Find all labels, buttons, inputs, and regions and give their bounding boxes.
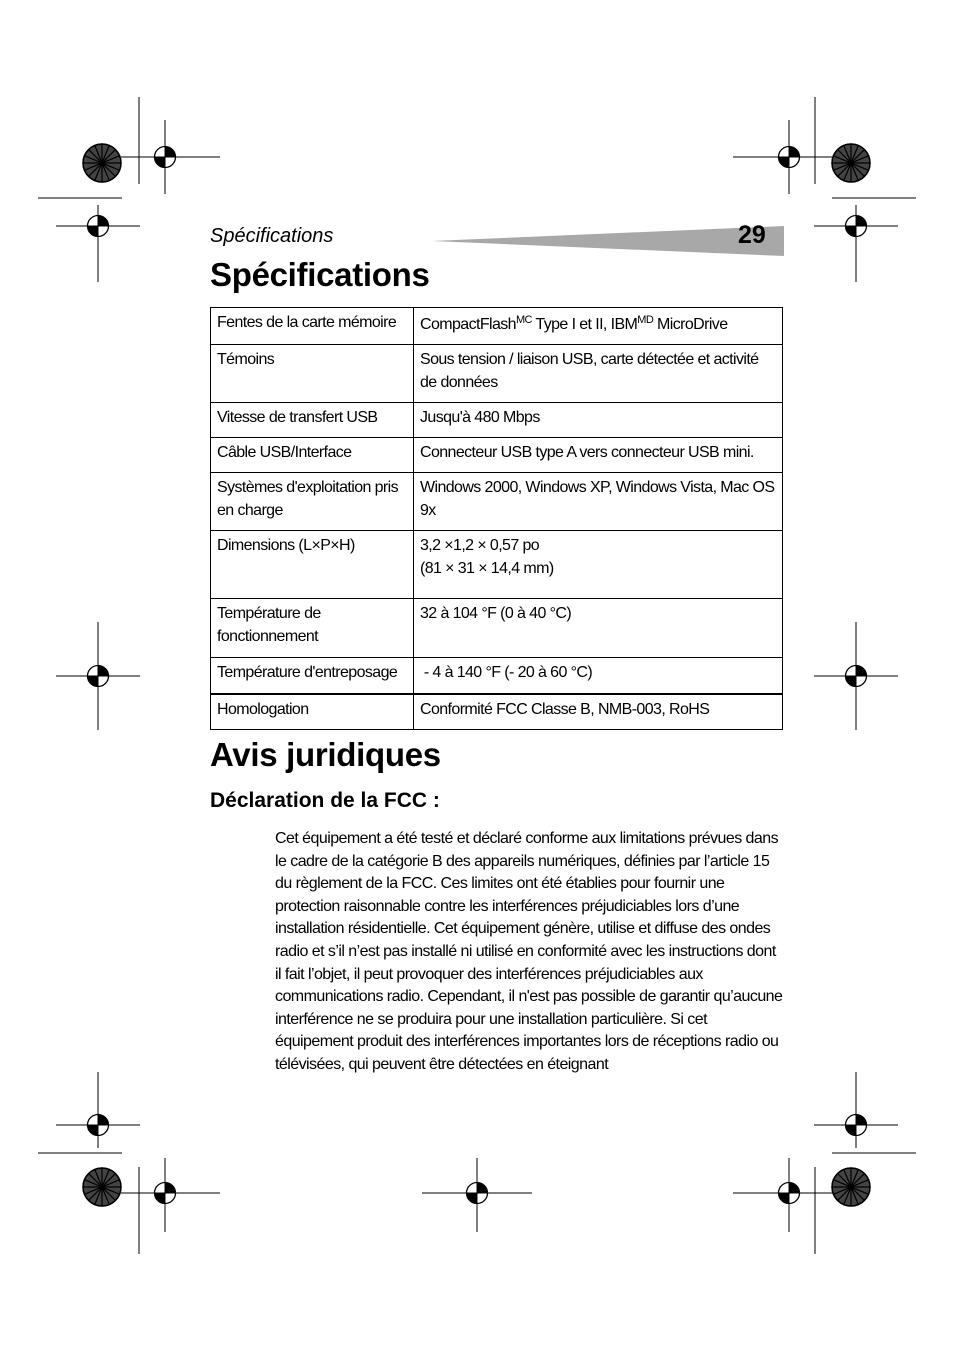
row-label: Fentes de la carte mémoire (211, 308, 414, 345)
row-value: Windows 2000, Windows XP, Windows Vista, Mac OS 9x (414, 473, 783, 531)
row-value: Jusqu'à 480 Mbps (414, 403, 783, 438)
table-row (211, 694, 783, 730)
table-row (211, 403, 783, 438)
row-label: Température de fonctionnement (211, 599, 414, 658)
specifications-heading: Spécifications (210, 256, 430, 293)
value-text: CompactFlash (420, 316, 516, 333)
row-value: 32 à 104 °F (0 à 40 °C) (414, 599, 783, 658)
row-label: Systèmes d'exploitation pris en charge (211, 473, 414, 531)
table-row (211, 345, 783, 403)
value-line: 3,2 ×1,2 × 0,57 po (420, 537, 540, 554)
value-text: MicroDrive (653, 316, 728, 333)
value-text: Type I et II, IBM (531, 316, 638, 333)
trademark-superscript: MD (637, 314, 654, 326)
row-value (414, 531, 783, 599)
row-value: Conformité FCC Classe B, NMB-003, RoHS (414, 694, 783, 730)
trademark-superscript: MC (515, 314, 532, 326)
row-label: Vitesse de transfert USB (211, 403, 414, 438)
table-row (211, 473, 783, 531)
specifications-table (210, 307, 783, 730)
row-value (414, 308, 783, 345)
fcc-declaration-text: Cet équipement a été testé et déclaré conforme aux limitations prévues dans le cadre de la catégorie B des appareils numériques, définies par l’article 15 du règlement de la FCC. Ces limites ont été établies pour fournir une protection raisonnable contre les interférences préjudiciables lors d’une installation résidentielle. Cet équipement génère, utilise et diffuse des ondes radio et s’il n’est pas installé ni utilisé en conformité avec les instructions dont il fait l’objet, il peut provoquer des interférences préjudiciables aux communications radio. Cependant, il n'est pas possible de garantir qu’aucune interférence ne se produira pour une installation particulière. Si cet équipement produit des interférences importantes lors de réceptions radio ou télévisées, qui peuvent être détectées en éteignant (275, 830, 783, 1073)
row-label: Dimensions (L×P×H) (211, 531, 414, 599)
row-label: Homologation (211, 694, 414, 730)
fcc-declaration-heading: Déclaration de la FCC : (210, 789, 440, 812)
row-label: Câble USB/Interface (211, 438, 414, 473)
header-wedge (432, 226, 784, 256)
row-label: Température d'entreposage (211, 658, 414, 695)
running-header-title: Spécifications (210, 225, 334, 247)
row-value: - 4 à 140 °F (- 20 à 60 °C) (414, 658, 783, 695)
row-label: Témoins (211, 345, 414, 403)
table-row (211, 599, 783, 658)
page-number: 29 (738, 221, 766, 249)
row-value: Sous tension / liaison USB, carte détectée et activité de données (414, 345, 783, 403)
table-row (211, 531, 783, 599)
table-row (211, 438, 783, 473)
row-value: Connecteur USB type A vers connecteur USB mini. (414, 438, 783, 473)
table-row (211, 308, 783, 345)
value-line: (81 × 31 × 14,4 mm) (420, 560, 554, 577)
legal-notices-heading: Avis juridiques (210, 736, 441, 773)
table-row (211, 658, 783, 695)
